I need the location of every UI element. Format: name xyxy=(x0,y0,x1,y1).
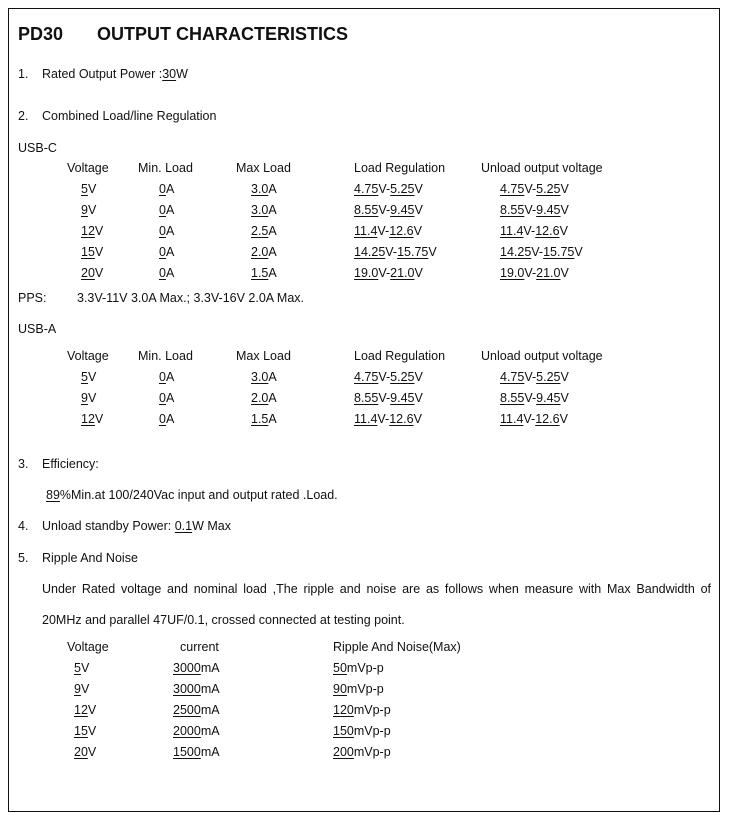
min-load-cell xyxy=(159,412,174,426)
current-cell xyxy=(173,682,220,696)
value: 11.4 xyxy=(500,412,524,426)
column-header: Voltage xyxy=(67,161,109,175)
load-regulation-cell xyxy=(354,391,423,405)
unit: V- xyxy=(524,203,537,217)
value: 0 xyxy=(159,224,166,238)
max-load-cell xyxy=(251,391,277,405)
column-header: Load Regulation xyxy=(354,161,446,175)
value: 19.0 xyxy=(354,266,379,280)
column-header: Max Load xyxy=(236,161,291,175)
min-load-cell xyxy=(159,370,174,384)
value: 4.75 xyxy=(500,370,525,384)
unit: V xyxy=(560,391,569,405)
unit: V- xyxy=(378,391,391,405)
value: 5 xyxy=(81,370,88,384)
value: 8.55 xyxy=(354,203,379,217)
unit: V- xyxy=(524,370,537,384)
unit: V xyxy=(560,203,569,217)
section-4-number: 4. xyxy=(18,519,29,533)
unit: A xyxy=(165,224,175,238)
unit: V- xyxy=(523,224,536,238)
value: 5 xyxy=(81,182,88,196)
section-5-number: 5. xyxy=(18,551,29,565)
unit: V xyxy=(87,703,97,717)
unit: A xyxy=(165,266,175,280)
value: 15 xyxy=(81,245,95,259)
standby-power-label: Unload standby Power: xyxy=(42,519,175,533)
model-name: PD30 xyxy=(18,24,64,44)
value: 15 xyxy=(74,724,88,738)
value: 8.55 xyxy=(354,391,379,405)
value: 15.75 xyxy=(397,245,429,259)
min-load-cell xyxy=(159,266,174,280)
unit: V- xyxy=(531,245,544,259)
value: 150 xyxy=(333,724,354,738)
unit: A xyxy=(268,203,277,217)
value: 14.25 xyxy=(500,245,532,259)
value: 5.25 xyxy=(390,182,415,196)
value: 21.0 xyxy=(536,266,561,280)
ripple-noise-cell xyxy=(333,724,391,738)
voltage-cell xyxy=(81,266,103,280)
current-cell xyxy=(173,661,220,675)
value: 200 xyxy=(333,745,354,759)
unit: V- xyxy=(378,182,391,196)
unit: A xyxy=(268,391,277,405)
value: 0 xyxy=(159,370,166,384)
unit: A xyxy=(165,370,175,384)
unit: V xyxy=(87,391,97,405)
unit: V- xyxy=(385,245,398,259)
unload-voltage-cell xyxy=(500,203,569,217)
value: 0 xyxy=(159,266,166,280)
value: 90 xyxy=(333,682,347,696)
section-1-number: 1. xyxy=(18,67,29,81)
max-load-cell xyxy=(251,224,277,238)
unit: V xyxy=(87,724,97,738)
unit: V xyxy=(574,245,583,259)
value: 3000 xyxy=(173,661,201,675)
value: 9 xyxy=(81,391,88,405)
value: 9.45 xyxy=(536,391,561,405)
value: 9 xyxy=(74,682,81,696)
unit: A xyxy=(268,182,277,196)
unit: V xyxy=(413,412,422,426)
value: 21.0 xyxy=(390,266,415,280)
min-load-cell xyxy=(159,203,174,217)
unit: V xyxy=(87,745,97,759)
unit: V xyxy=(414,182,423,196)
unit: V- xyxy=(377,412,390,426)
unit: V- xyxy=(524,182,537,196)
ripple-noise-cell xyxy=(333,745,391,759)
column-header: Unload output voltage xyxy=(481,349,603,363)
section-1-rated-power xyxy=(42,67,188,81)
unit: V xyxy=(80,661,90,675)
value: 120 xyxy=(333,703,354,717)
unit: mVp-p xyxy=(346,682,384,696)
column-header: Min. Load xyxy=(138,349,193,363)
section-3-number: 3. xyxy=(18,457,29,471)
value: 9.45 xyxy=(390,391,415,405)
unload-voltage-cell xyxy=(500,245,583,259)
voltage-cell xyxy=(74,724,96,738)
column-header: Max Load xyxy=(236,349,291,363)
section-5-heading: Ripple And Noise xyxy=(42,551,138,565)
value: 4.75 xyxy=(500,182,525,196)
value: 8.55 xyxy=(500,391,525,405)
standby-power-value: 0.1 xyxy=(174,519,193,533)
value: 5 xyxy=(74,661,81,675)
column-header: Voltage xyxy=(67,640,109,654)
max-load-cell xyxy=(251,266,277,280)
efficiency-value: 89 xyxy=(46,488,60,502)
voltage-cell xyxy=(74,661,89,675)
unit: V- xyxy=(523,412,536,426)
unit: A xyxy=(165,182,175,196)
efficiency-text xyxy=(46,488,338,502)
unit: V xyxy=(560,370,569,384)
value: 50 xyxy=(333,661,347,675)
unit: mA xyxy=(200,724,220,738)
value: 2000 xyxy=(173,724,201,738)
unit: V- xyxy=(524,391,537,405)
unit: A xyxy=(268,245,277,259)
unit: V xyxy=(94,245,104,259)
unit: V xyxy=(94,224,104,238)
value: 9.45 xyxy=(390,203,415,217)
current-cell xyxy=(173,745,220,759)
efficiency-description: %Min.at 100/240Vac input and output rated .Load. xyxy=(59,488,338,502)
voltage-cell xyxy=(81,224,103,238)
value: 5.25 xyxy=(390,370,415,384)
voltage-cell xyxy=(74,682,89,696)
pps-text: 3.3V-11V 3.0A Max.; 3.3V-16V 2.0A Max. xyxy=(77,291,304,305)
unit: V- xyxy=(378,203,391,217)
value: 20 xyxy=(81,266,95,280)
unit: V xyxy=(414,370,423,384)
unit: V xyxy=(560,182,569,196)
max-load-cell xyxy=(251,370,277,384)
value: 11.4 xyxy=(500,224,524,238)
unit: V- xyxy=(377,224,390,238)
unload-voltage-cell xyxy=(500,224,568,238)
unit: V xyxy=(80,682,90,696)
unit: A xyxy=(268,224,277,238)
value: 12.6 xyxy=(535,224,560,238)
value: 0 xyxy=(159,245,166,259)
unload-voltage-cell xyxy=(500,182,569,196)
unit: V xyxy=(87,370,97,384)
unit: mA xyxy=(200,745,220,759)
value: 0 xyxy=(159,203,166,217)
value: 8.55 xyxy=(500,203,525,217)
value: 5.25 xyxy=(536,370,561,384)
page-title: OUTPUT CHARACTERISTICS xyxy=(97,24,348,44)
voltage-cell xyxy=(81,412,103,426)
ripple-noise-cell xyxy=(333,661,384,675)
section-2-heading: Combined Load/line Regulation xyxy=(42,109,217,123)
unit: V xyxy=(414,391,423,405)
voltage-cell xyxy=(74,745,96,759)
unit: V xyxy=(87,203,97,217)
current-cell xyxy=(173,724,220,738)
unit: A xyxy=(165,391,175,405)
value: 4.75 xyxy=(354,182,379,196)
value: 15.75 xyxy=(543,245,575,259)
voltage-cell xyxy=(81,203,96,217)
unit: A xyxy=(268,412,277,426)
value: 11.4 xyxy=(354,224,378,238)
unit: A xyxy=(268,266,277,280)
value: 3000 xyxy=(173,682,201,696)
value: 0 xyxy=(159,391,166,405)
column-header: current xyxy=(180,640,219,654)
unload-voltage-cell xyxy=(500,391,569,405)
load-regulation-cell xyxy=(354,370,423,384)
value: 0 xyxy=(159,412,166,426)
max-load-cell xyxy=(251,182,277,196)
pps-label: PPS: xyxy=(18,291,47,305)
standby-power-unit: W Max xyxy=(192,519,231,533)
ripple-noise-cell xyxy=(333,682,384,696)
value: 12 xyxy=(74,703,88,717)
section-4-standby-power xyxy=(42,519,231,533)
ripple-paragraph-line-1: Under Rated voltage and nominal load ,The ripple and noise are as follows when measure with Max Bandwidth of xyxy=(42,582,711,596)
value: 3.0 xyxy=(251,203,269,217)
max-load-cell xyxy=(251,412,277,426)
unit: A xyxy=(165,412,175,426)
load-regulation-cell xyxy=(354,245,437,259)
unit: A xyxy=(268,370,277,384)
current-cell xyxy=(173,703,220,717)
value: 5.25 xyxy=(536,182,561,196)
unit: V xyxy=(414,203,423,217)
unload-voltage-cell xyxy=(500,412,568,426)
unit: V xyxy=(87,182,97,196)
value: 2500 xyxy=(173,703,201,717)
unit: V xyxy=(559,412,568,426)
value: 11.4 xyxy=(354,412,378,426)
voltage-cell xyxy=(81,182,96,196)
value: 1500 xyxy=(173,745,201,759)
rated-power-value: 30 xyxy=(162,67,177,81)
value: 2.0 xyxy=(251,245,269,259)
max-load-cell xyxy=(251,245,277,259)
value: 14.25 xyxy=(354,245,386,259)
value: 2.0 xyxy=(251,391,269,405)
unit: V xyxy=(414,266,423,280)
unit: A xyxy=(165,245,175,259)
unit: V xyxy=(94,412,104,426)
voltage-cell xyxy=(74,703,96,717)
value: 20 xyxy=(74,745,88,759)
value: 12.6 xyxy=(535,412,560,426)
usba-label: USB-A xyxy=(18,322,57,336)
rated-power-unit: W xyxy=(176,67,188,81)
voltage-cell xyxy=(81,391,96,405)
load-regulation-cell xyxy=(354,224,422,238)
value: 1.5 xyxy=(251,266,269,280)
value: 3.0 xyxy=(251,182,269,196)
unit: V- xyxy=(378,266,391,280)
min-load-cell xyxy=(159,391,174,405)
value: 12.6 xyxy=(389,224,414,238)
load-regulation-cell xyxy=(354,412,422,426)
column-header: Ripple And Noise(Max) xyxy=(333,640,461,654)
unit: V xyxy=(413,224,422,238)
unit: mA xyxy=(200,661,220,675)
load-regulation-cell xyxy=(354,203,423,217)
value: 4.75 xyxy=(354,370,379,384)
unit: mVp-p xyxy=(353,745,391,759)
voltage-cell xyxy=(81,370,96,384)
unit: V xyxy=(428,245,437,259)
unit: V- xyxy=(378,370,391,384)
load-regulation-cell xyxy=(354,182,423,196)
section-3-heading: Efficiency: xyxy=(42,457,99,471)
value: 19.0 xyxy=(500,266,525,280)
unit: mVp-p xyxy=(353,724,391,738)
value: 1.5 xyxy=(251,412,269,426)
unit: mVp-p xyxy=(346,661,384,675)
max-load-cell xyxy=(251,203,277,217)
min-load-cell xyxy=(159,245,174,259)
ripple-paragraph-line-2: 20MHz and parallel 47UF/0.1, crossed connected at testing point. xyxy=(42,613,405,627)
ripple-noise-cell xyxy=(333,703,391,717)
value: 9 xyxy=(81,203,88,217)
value: 9.45 xyxy=(536,203,561,217)
min-load-cell xyxy=(159,224,174,238)
unit: mA xyxy=(200,682,220,696)
usbc-label: USB-C xyxy=(18,141,57,155)
unit: mA xyxy=(200,703,220,717)
value: 0 xyxy=(159,182,166,196)
column-header: Min. Load xyxy=(138,161,193,175)
value: 12 xyxy=(81,412,95,426)
voltage-cell xyxy=(81,245,103,259)
unit: V- xyxy=(524,266,537,280)
unload-voltage-cell xyxy=(500,266,569,280)
rated-power-label: Rated Output Power : xyxy=(42,67,163,81)
column-header: Voltage xyxy=(67,349,109,363)
min-load-cell xyxy=(159,182,174,196)
column-header: Unload output voltage xyxy=(481,161,603,175)
unit: A xyxy=(165,203,175,217)
unit: V xyxy=(559,224,568,238)
value: 3.0 xyxy=(251,370,269,384)
unload-voltage-cell xyxy=(500,370,569,384)
section-2-number: 2. xyxy=(18,109,29,123)
value: 12.6 xyxy=(389,412,414,426)
unit: mVp-p xyxy=(353,703,391,717)
unit: V xyxy=(94,266,104,280)
column-header: Load Regulation xyxy=(354,349,446,363)
value: 12 xyxy=(81,224,95,238)
load-regulation-cell xyxy=(354,266,423,280)
value: 2.5 xyxy=(251,224,269,238)
unit: V xyxy=(560,266,569,280)
